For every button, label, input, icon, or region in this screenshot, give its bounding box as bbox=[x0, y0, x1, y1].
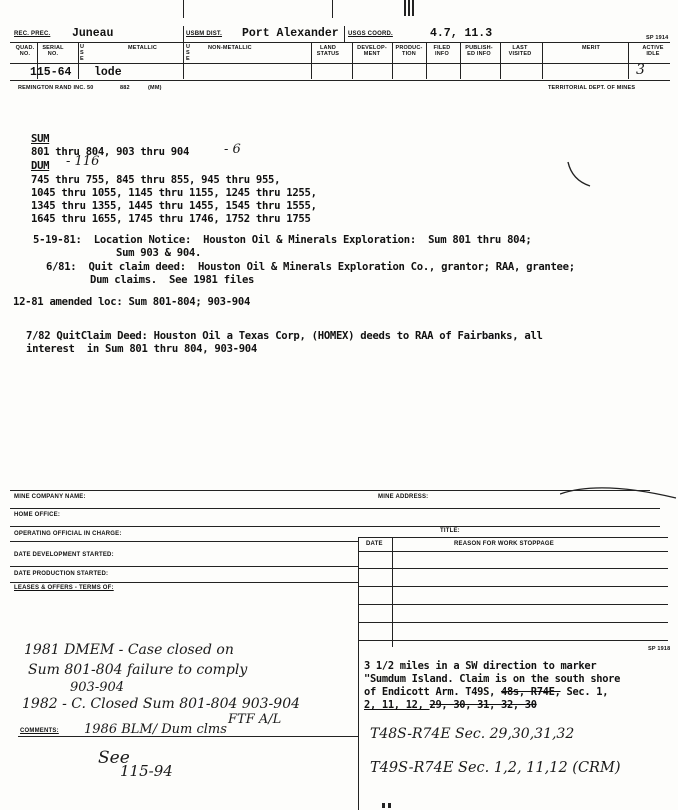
handwritten-note: 903-904 bbox=[70, 680, 125, 695]
column-divider bbox=[628, 43, 629, 79]
location-line: "Sumdum Island. Claim is on the south shore bbox=[364, 673, 621, 685]
sum-line: 801 thru 804, 903 thru 904 bbox=[31, 146, 190, 158]
column-divider bbox=[500, 43, 501, 79]
divider bbox=[10, 508, 660, 509]
column-heading-row bbox=[10, 43, 670, 63]
location-line bbox=[364, 699, 537, 712]
active-idle-heading: ACTIVE IDLE bbox=[642, 45, 664, 57]
entry-quitclaim-homex-cont: interest in Sum 801 thru 804, 903-904 bbox=[26, 343, 257, 355]
entry-amended-loc: 12-81 amended loc: Sum 801-804; 903-904 bbox=[13, 296, 251, 308]
entry-quitclaim-homex: 7/82 QuitClaim Deed: Houston Oil a Texas Corp, (HOMEX) deeds to RAA of Fairbanks, all bbox=[26, 330, 543, 342]
divider bbox=[358, 568, 668, 569]
divider bbox=[392, 537, 393, 647]
leases-offers-label: LEASES & OFFERS - TERMS OF: bbox=[14, 585, 114, 591]
printer-code: 882 bbox=[120, 85, 130, 91]
metallic-value: lode bbox=[94, 66, 122, 79]
printer-info: REMINGTON RAND INC. 50 bbox=[18, 85, 94, 91]
divider bbox=[10, 526, 660, 527]
handwritten-note: 1981 DMEM - Case closed on bbox=[24, 642, 234, 658]
use-letter: E bbox=[80, 56, 84, 62]
reason-stoppage-heading: REASON FOR WORK STOPPAGE bbox=[454, 541, 554, 547]
column-divider bbox=[460, 43, 461, 79]
column-divider bbox=[311, 43, 312, 79]
divider bbox=[358, 586, 668, 587]
handwritten-comment: 115-94 bbox=[120, 762, 173, 780]
entry-quit-claim-cont: Dum claims. See 1981 files bbox=[90, 274, 255, 286]
header-row bbox=[10, 26, 670, 42]
divider bbox=[358, 604, 668, 605]
use-letter: S bbox=[186, 50, 190, 56]
handwritten-note: 1982 - C. Closed Sum 801-804 903-904 bbox=[22, 696, 301, 712]
entry-location-notice: 5-19-81: Location Notice: Houston Oil & Minerals Exploration: Sum 801 thru 804; bbox=[33, 234, 532, 246]
binder-mark bbox=[382, 803, 385, 808]
crop-mark bbox=[183, 0, 184, 18]
location-text: Sec. 1, bbox=[560, 686, 609, 698]
divider bbox=[10, 80, 670, 81]
quad-no-heading: QUAD. NO. bbox=[15, 45, 35, 57]
date-production-label: DATE PRODUCTION STARTED: bbox=[14, 571, 109, 577]
operating-official-label: OPERATING OFFICIAL IN CHARGE: bbox=[14, 531, 122, 537]
dum-line: 1345 thru 1355, 1445 thru 1455, 1545 thru 1555, bbox=[31, 200, 317, 212]
usbm-dist-value: Port Alexander bbox=[242, 27, 339, 40]
divider bbox=[358, 622, 668, 623]
comments-label: COMMENTS: bbox=[20, 728, 59, 734]
date-development-label: DATE DEVELOPMENT STARTED: bbox=[14, 552, 114, 558]
mine-address-label: MINE ADDRESS: bbox=[378, 494, 429, 500]
last-visited-heading: LAST VISITED bbox=[508, 45, 532, 57]
column-divider bbox=[78, 43, 79, 79]
use-letter: U bbox=[186, 44, 191, 50]
location-strikeout: 29, 30, 31, 32, 30 bbox=[429, 699, 537, 711]
divider bbox=[183, 26, 184, 42]
location-strikeout: 48s, R74E, bbox=[500, 686, 561, 698]
location-line: 3 1/2 miles in a SW direction to marker bbox=[364, 660, 597, 672]
column-divider bbox=[426, 43, 427, 79]
use-letter: U bbox=[80, 44, 85, 50]
dum-line: 1045 thru 1055, 1145 thru 1155, 1245 thru 1255, bbox=[31, 187, 317, 199]
date-heading: DATE bbox=[366, 541, 383, 547]
usgs-coord-value: 4.7, 11.3 bbox=[430, 27, 493, 40]
handwritten-note: Sum 801-804 failure to comply bbox=[28, 662, 248, 678]
usbm-dist-label: USBM DIST. bbox=[186, 31, 223, 37]
usgs-coord-label: USGS COORD. bbox=[348, 31, 393, 37]
filed-info-heading: FILED INFO bbox=[433, 45, 451, 57]
column-divider bbox=[392, 43, 393, 79]
divider bbox=[358, 537, 668, 538]
dum-label: DUM bbox=[31, 160, 50, 172]
column-divider bbox=[542, 43, 543, 79]
sum-count-handwritten: - 6 bbox=[224, 142, 241, 157]
handwritten-township: T48S-R74E Sec. 29,30,31,32 bbox=[370, 726, 575, 742]
column-divider bbox=[352, 43, 353, 79]
rec-prec-value: Juneau bbox=[72, 27, 114, 40]
binder-mark bbox=[404, 0, 406, 16]
dum-line: 745 thru 755, 845 thru 855, 945 thru 955, bbox=[31, 174, 281, 186]
home-office-label: HOME OFFICE: bbox=[14, 512, 61, 518]
handwritten-comment: 1986 BLM/ Dum clms bbox=[84, 722, 227, 737]
metallic-heading: METALLIC bbox=[128, 45, 157, 51]
title-label: TITLE: bbox=[440, 528, 460, 534]
quad-serial-value: 115-64 bbox=[30, 66, 72, 79]
entry-location-notice-cont: Sum 903 & 904. bbox=[116, 247, 202, 259]
rec-prec-label: REC. PREC. bbox=[14, 31, 51, 37]
divider bbox=[10, 541, 358, 542]
location-text: of Endicott Arm. T49S, bbox=[364, 686, 501, 698]
pen-stroke bbox=[566, 160, 592, 188]
form-number-bottom: SP 1918 bbox=[648, 646, 671, 652]
column-divider bbox=[183, 43, 184, 79]
handwritten-note: FTF A/L bbox=[228, 712, 282, 727]
form-number-top: SP 1914 bbox=[646, 35, 669, 41]
use-letter: E bbox=[186, 56, 190, 62]
divider bbox=[10, 63, 670, 64]
merit-heading: MERIT bbox=[582, 45, 601, 51]
binder-mark bbox=[408, 0, 410, 16]
printer-code2: (MM) bbox=[148, 85, 162, 91]
pen-stroke bbox=[560, 476, 678, 500]
location-text: 2, 11, 12, bbox=[364, 699, 430, 711]
divider bbox=[358, 551, 668, 552]
divider bbox=[344, 26, 345, 42]
use-letter: S bbox=[80, 50, 84, 56]
dum-count-handwritten: - 116 bbox=[66, 154, 100, 169]
handwritten-comment: See bbox=[98, 748, 130, 768]
dum-line: 1645 thru 1655, 1745 thru 1746, 1752 thru 1755 bbox=[31, 213, 311, 225]
serial-no-heading: SERIAL NO. bbox=[42, 45, 64, 57]
production-heading: PRODUC-TION bbox=[395, 45, 423, 57]
binder-mark bbox=[388, 803, 391, 808]
divider bbox=[10, 490, 650, 491]
active-mark: 3 bbox=[636, 62, 645, 78]
location-line bbox=[364, 686, 608, 699]
territorial-dept: TERRITORIAL DEPT. OF MINES bbox=[548, 85, 636, 91]
binder-mark bbox=[412, 0, 414, 16]
handwritten-township: T49S-R74E Sec. 1,2, 11,12 (CRM) bbox=[370, 760, 621, 776]
entry-quit-claim: 6/81: Quit claim deed: Houston Oil & Minerals Exploration Co., grantor; RAA, grantee; bbox=[46, 261, 575, 273]
crop-mark bbox=[332, 0, 333, 18]
divider bbox=[10, 582, 358, 583]
non-metallic-heading: NON-METALLIC bbox=[208, 45, 252, 51]
mine-company-name-label: MINE COMPANY NAME: bbox=[14, 494, 86, 500]
divider bbox=[10, 566, 358, 567]
development-heading: DEVELOP-MENT bbox=[357, 45, 387, 57]
sum-label: SUM bbox=[31, 133, 50, 145]
land-status-heading: LAND STATUS bbox=[316, 45, 340, 57]
published-info-heading: PUBLISH-ED INFO bbox=[465, 45, 493, 57]
divider bbox=[358, 537, 359, 810]
divider bbox=[358, 640, 668, 641]
